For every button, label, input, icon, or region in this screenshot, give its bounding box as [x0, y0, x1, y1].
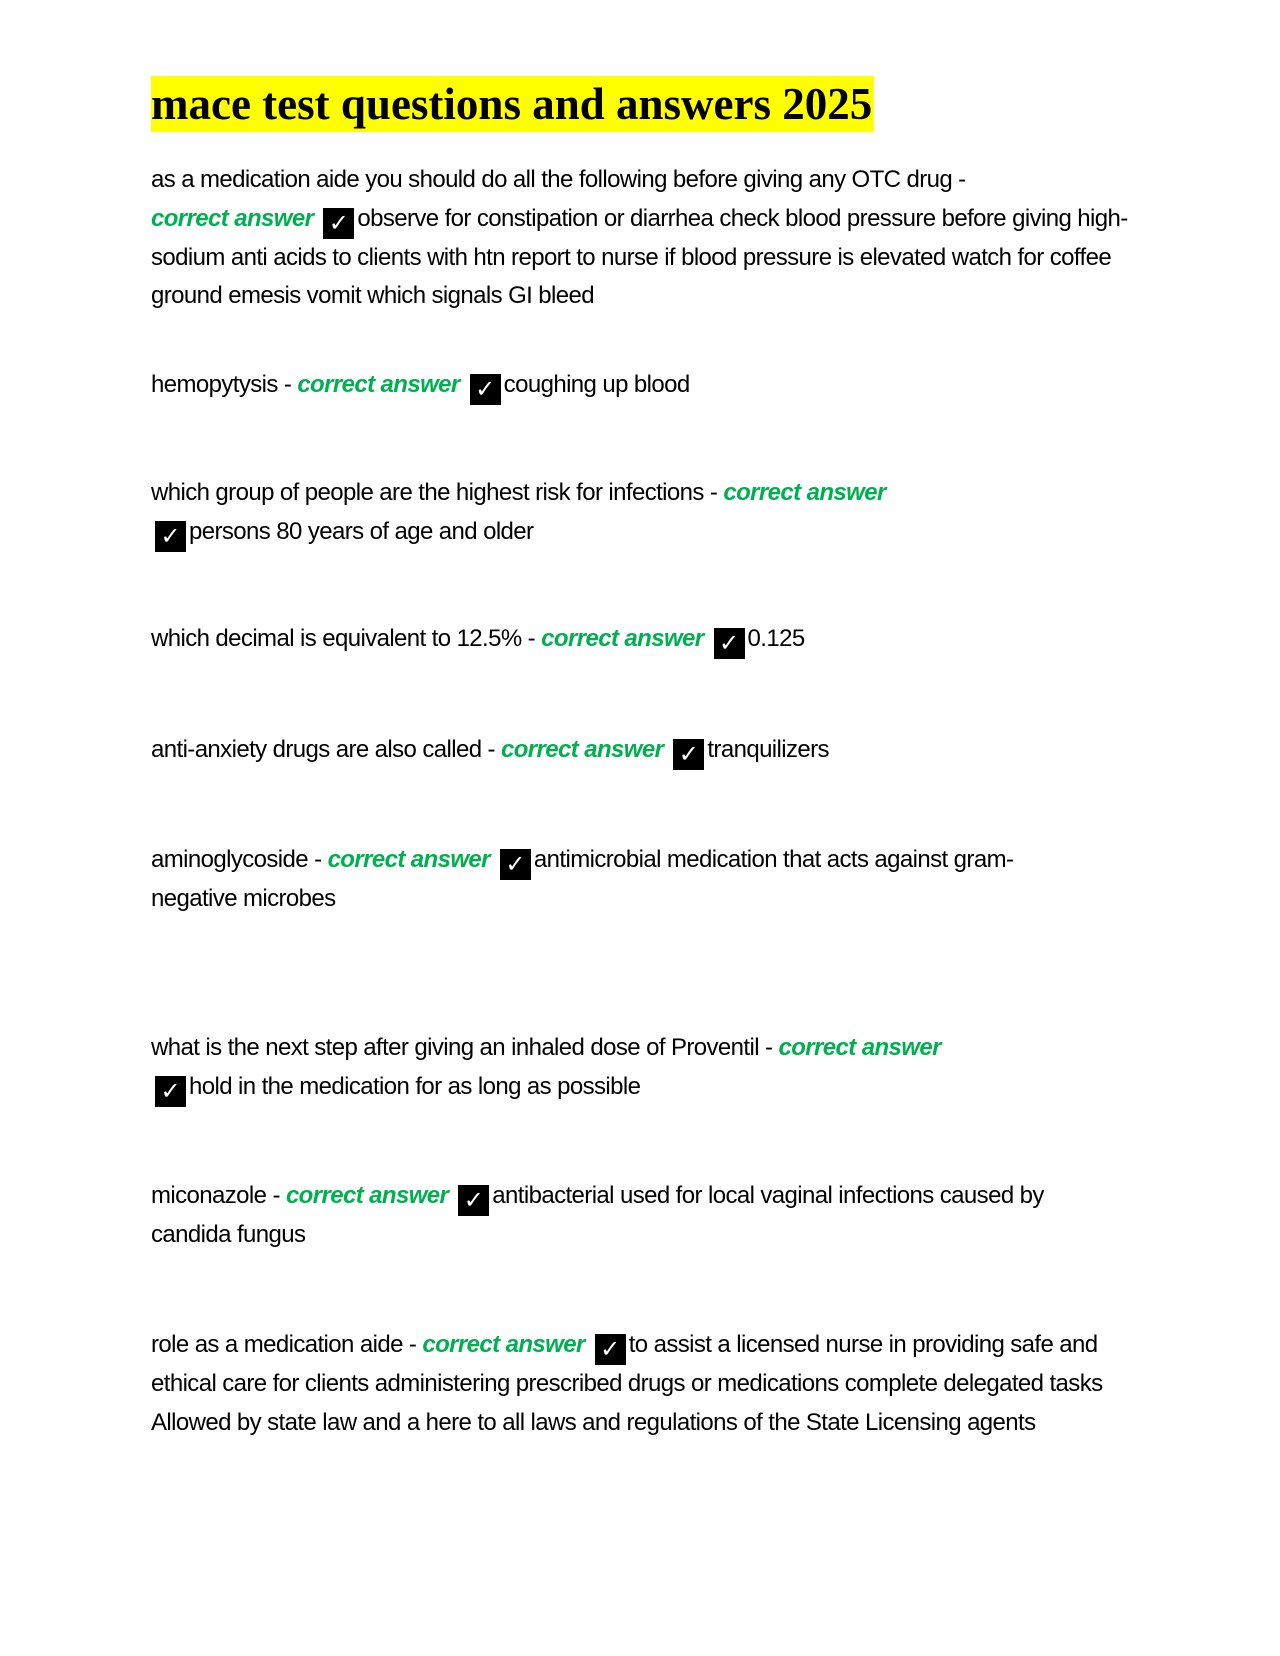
answer-label: correct answer	[285, 1182, 449, 1209]
question-text: which decimal is equivalent to 12.5% -	[151, 625, 542, 652]
question-text: what is the next step after giving an inhaled dose of Proventil -	[151, 1034, 779, 1061]
checkmark-icon: ✓	[155, 521, 186, 552]
answer-text: to assist a licensed nurse in providing safe and ethical care for clients administering prescribed drugs or medications complete delegated tasks Allowed by state law and a here to all laws and regulations of the State Licensing agents	[151, 1331, 1103, 1436]
answer-text: coughing up blood	[503, 371, 690, 398]
qa-item	[151, 474, 1131, 552]
answer-label: correct answer	[151, 204, 314, 232]
answer-label: correct answer	[723, 479, 886, 506]
answer-label: correct answer	[422, 1331, 585, 1358]
answer-text: observe for constipation or diarrhea check blood pressure before giving high-sodium anti acids to clients with htn report to nurse if blood pressure is elevated watch for coffee ground emesis vomit which signals GI bleed	[151, 204, 1128, 309]
checkmark-icon: ✓	[500, 849, 531, 880]
checkmark-icon: ✓	[714, 628, 745, 659]
answer-label: correct answer	[501, 736, 664, 763]
answer-label: correct answer	[297, 371, 460, 398]
checkmark-icon: ✓	[458, 1185, 489, 1216]
answer-label: correct answer	[541, 625, 704, 652]
qa-item	[151, 161, 1131, 316]
answer-label: correct answer	[778, 1034, 941, 1061]
checkmark-icon: ✓	[673, 739, 704, 770]
question-text: anti-anxiety drugs are also called -	[151, 736, 501, 763]
answer-text: persons 80 years of age and older	[189, 517, 534, 545]
checkmark-icon: ✓	[595, 1334, 626, 1365]
answer-text: antimicrobial medication that acts against gram-negative microbes	[151, 846, 1014, 912]
question-text: aminoglycoside -	[151, 846, 328, 873]
qa-item	[151, 731, 1131, 770]
question-text: as a medication aide you should do all the following before giving any OTC drug -	[151, 166, 966, 193]
answer-text: tranquilizers	[707, 736, 829, 763]
answer-text: hold in the medication for as long as possible	[189, 1072, 641, 1100]
answer-text: antibacterial used for local vaginal infections caused by candida fungus	[151, 1182, 1044, 1248]
checkmark-icon: ✓	[470, 374, 501, 405]
document-title: mace test questions and answers 2025	[151, 76, 874, 132]
qa-item	[151, 366, 1131, 405]
qa-item	[151, 1326, 1131, 1442]
qa-item	[151, 620, 1131, 659]
qa-item	[151, 841, 1091, 919]
answer-label: correct answer	[327, 846, 490, 873]
question-text: role as a medication aide -	[151, 1331, 423, 1358]
checkmark-icon: ✓	[323, 208, 354, 239]
question-text: hemopytysis -	[151, 371, 298, 398]
answer-text: 0.125	[747, 625, 805, 652]
checkmark-icon: ✓	[155, 1076, 186, 1107]
question-text: which group of people are the highest risk for infections -	[151, 479, 724, 506]
qa-item	[151, 1177, 1081, 1255]
qa-item	[151, 1029, 1131, 1107]
question-text: miconazole -	[151, 1182, 286, 1209]
